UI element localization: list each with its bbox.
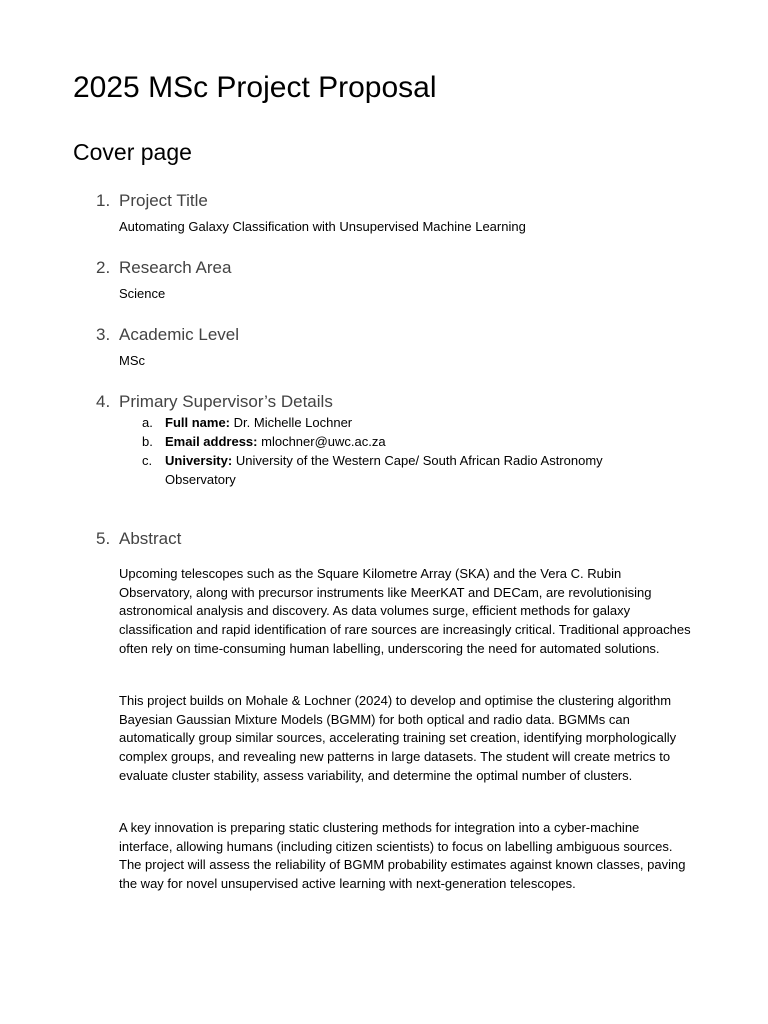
item-number-1: 1.	[96, 191, 111, 210]
university-value: University of the Western Cape/ South African Radio Astronomy Observatory	[165, 453, 603, 487]
heading-research-area: Research Area	[119, 258, 232, 277]
abstract-paragraph-3: A key innovation is preparing static clustering methods for integration into a cyber-machine interface, allowing humans (including citizen scientists) to focus on labelling ambiguous sources. The project will assess the reliability of BGMM probability estimates against known classes, paving the way for novel unsupervised active learning with next-generation telescopes.	[119, 820, 686, 892]
supervisor-email	[165, 433, 685, 452]
supervisor-university	[165, 452, 645, 489]
heading-supervisor-details: Primary Supervisor’s Details	[119, 392, 333, 411]
supervisor-full-name	[165, 414, 685, 433]
heading-project-title: Project Title	[119, 191, 208, 210]
item-number-4: 4.	[96, 392, 111, 411]
research-area-value: Science	[119, 286, 166, 301]
supervisor-item-letter-a: a.	[142, 415, 153, 430]
document-title: 2025 MSc Project Proposal	[73, 71, 437, 104]
academic-level-value: MSc	[119, 353, 145, 368]
university-label: University:	[165, 453, 233, 468]
heading-academic-level: Academic Level	[119, 325, 240, 344]
project-title-value: Automating Galaxy Classification with Unsupervised Machine Learning	[119, 219, 526, 234]
supervisor-item-letter-c: c.	[142, 453, 153, 468]
abstract-paragraph-2: This project builds on Mohale & Lochner (2024) to develop and optimise the clustering algorithm Bayesian Gaussian Mixture Models (BGMM) for both optical and radio data. BGMMs can automatically group similar sources, accelerating training set creation, identifying morphologically complex groups, and revealing new patterns in large datasets. The student will create metrics to evaluate cluster stability, assess variability, and determine the optimal number of clusters.	[119, 693, 677, 783]
supervisor-item-letter-b: b.	[142, 434, 153, 449]
email-value: mlochner@uwc.ac.za	[261, 434, 386, 449]
item-number-5: 5.	[96, 529, 111, 548]
full-name-label: Full name:	[165, 415, 231, 430]
section-heading-cover-page: Cover page	[73, 139, 192, 165]
item-number-3: 3.	[96, 325, 111, 344]
abstract-paragraph-1: Upcoming telescopes such as the Square Kilometre Array (SKA) and the Vera C. Rubin Observatory, along with precursor instruments like MeerKAT and DECam, are revolutionising astronomical analysis and discovery. As data volumes surge, efficient methods for galaxy classification and rapid identification of rare sources are increasingly critical. Traditional approaches often rely on time-consuming human labelling, underscoring the need for automated solutions.	[119, 566, 691, 656]
full-name-value: Dr. Michelle Lochner	[233, 415, 353, 430]
email-label: Email address:	[165, 434, 258, 449]
item-number-2: 2.	[96, 258, 111, 277]
heading-abstract: Abstract	[119, 529, 182, 548]
